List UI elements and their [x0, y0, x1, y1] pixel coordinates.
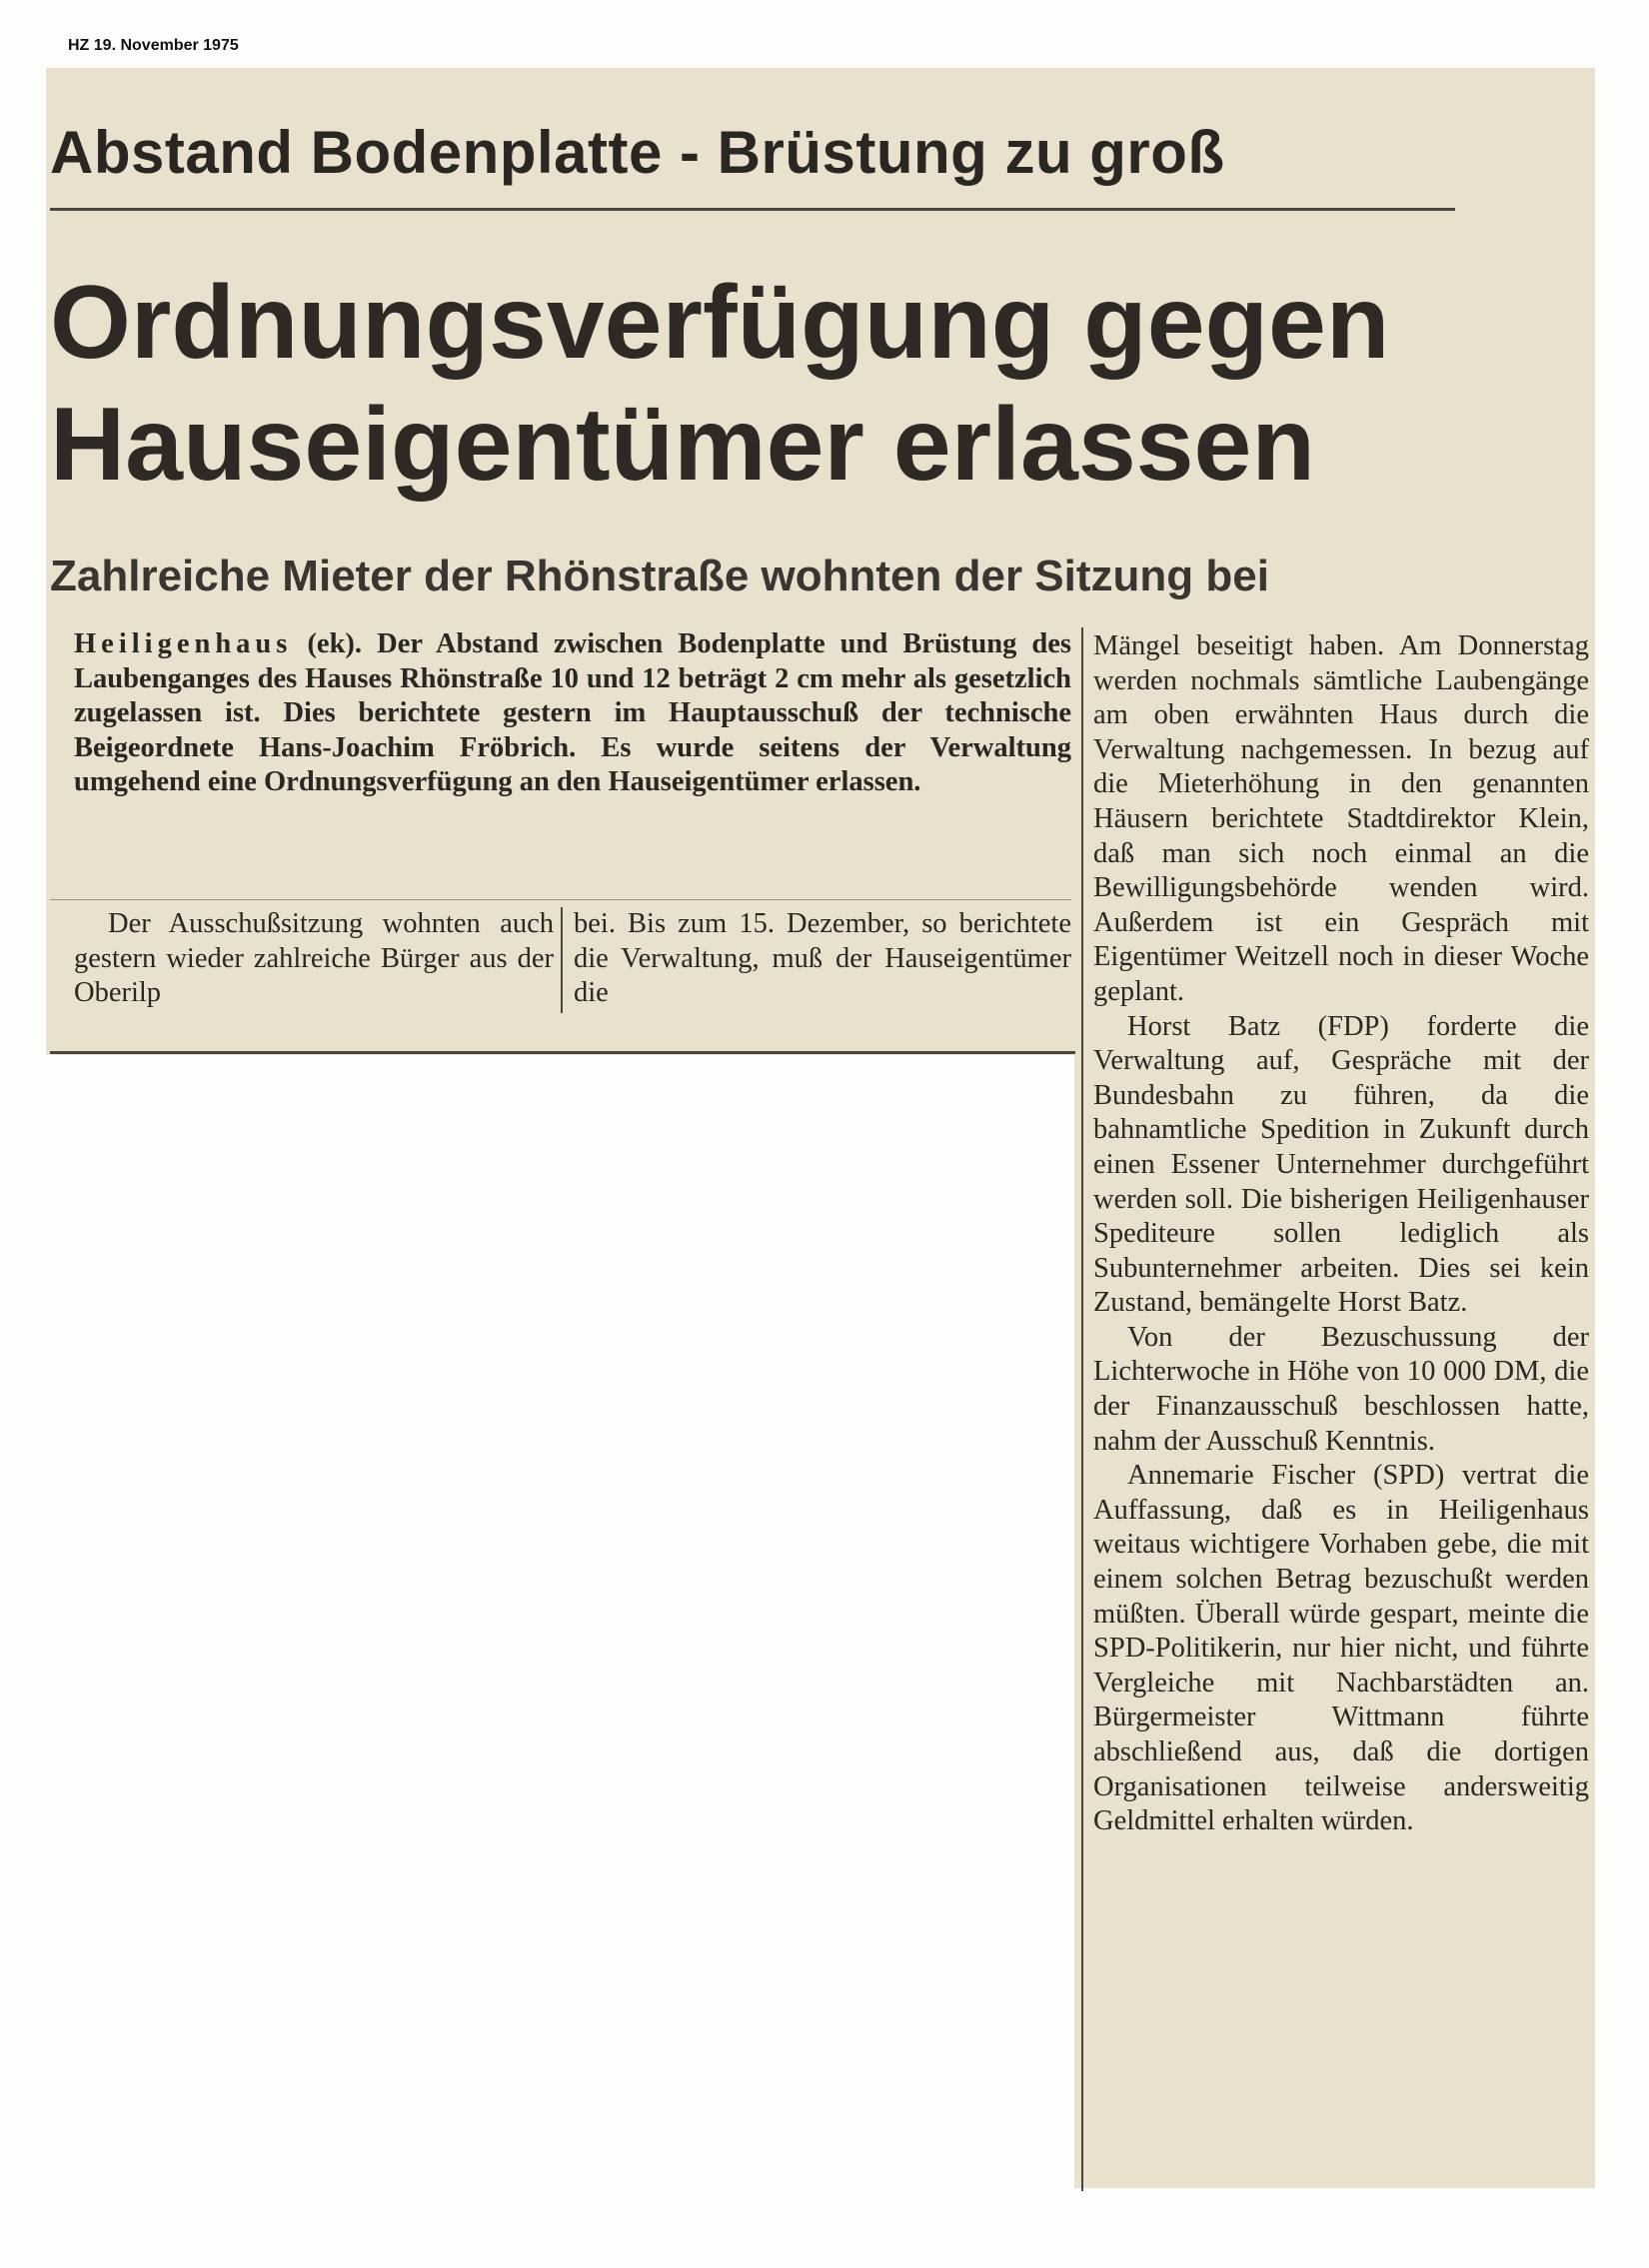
- article-column-2: [574, 907, 1071, 1011]
- bottom-rule: [50, 1051, 1075, 1054]
- article-kicker: Abstand Bodenplatte - Brüstung zu groß: [50, 119, 1225, 186]
- lead-text: (ek). Der Abstand zwischen Bodenplatte und Brüstung des Laubenganges des Hauses Rhönstraße 10 und 12 beträgt 2 cm mehr als gesetzlich zugelassen ist. Dies berichtete gestern im Hauptausschuß der technische Beigeordnete Hans-Joachim Fröbrich. Es wurde seitens der Verwaltung umgehend eine Ordnungsverfügung an den Hauseigentümer erlassen.: [74, 628, 1071, 798]
- column-3-paragraph-2: Horst Batz (FDP) forderte die Verwaltung auf, Gespräche mit der Bundesbahn zu führen, da die bahnamtliche Spedition in Zukunft durch einen Essener Unternehmer durchgeführt werden soll. Die bisherigen Heiligenhauser Spediteure sollen lediglich als Subunternehmer arbeiten. Dies sei kein Zustand, bemängelte Horst Batz.: [1093, 1010, 1589, 1319]
- article-column-1: [74, 907, 554, 1011]
- article-subheadline: Zahlreiche Mieter der Rhönstraße wohnten der Sitzung bei: [50, 552, 1269, 600]
- column-3-paragraph-4: Annemarie Fischer (SPD) vertrat die Auffassung, daß es in Heiligenhaus weitaus wichtigere Vorhaben gebe, die mit einem solchen Betrag bezuschußt werden müßten. Überall würde gespart, meinte die SPD-Politikerin, nur hier nicht, und führte Vergleiche mit Nachbarstädten an. Bürgermeister Wittmann führte abschließend aus, daß die dortigen Organisationen teilweise andersweitig Geldmittel erhalten würden.: [1093, 1460, 1589, 1837]
- column-2-paragraph: bei. Bis zum 15. Dezember, so berichtete die Verwaltung, muß der Hauseigentümer die: [574, 908, 1071, 1009]
- source-date-label: HZ 19. November 1975: [68, 37, 239, 54]
- column-3-paragraph-3: Von der Bezuschussung der Lichterwoche in Höhe von 10 000 DM, die der Finanzausschuß beschlossen hatte, nahm der Ausschuß Kenntnis.: [1093, 1321, 1589, 1457]
- headline-line-2: Hauseigentümer erlassen: [50, 387, 1315, 503]
- lead-dateline: Heiligenhaus: [74, 628, 293, 659]
- article-lead: [74, 627, 1071, 800]
- headline-line-1: Ordnungsverfügung gegen: [50, 265, 1390, 381]
- column-divider-1: [561, 907, 563, 1013]
- column-divider-3: [1081, 627, 1083, 2191]
- column-1-paragraph: Der Ausschußsitzung wohnten auch gestern wieder zahlreiche Bürger aus der Oberilp: [74, 908, 554, 1009]
- kicker-underline: [50, 208, 1455, 211]
- article-headline: [50, 262, 1389, 506]
- article-column-3: [1093, 629, 1589, 1839]
- column-3-paragraph-1: Mängel beseitigt haben. Am Donnerstag werden nochmals sämtliche Laubengänge am oben erwähnten Haus durch die Verwaltung nachgemessen. In bezug auf die Mieterhöhung in den genannten Häusern berichtete Stadtdirektor Klein, daß man sich noch einmal an die Bewilligungsbehörde wenden wird. Außerdem ist ein Gespräch mit Eigentümer Weitzell noch in dieser Woche geplant.: [1093, 630, 1589, 1007]
- lead-divider: [50, 899, 1071, 900]
